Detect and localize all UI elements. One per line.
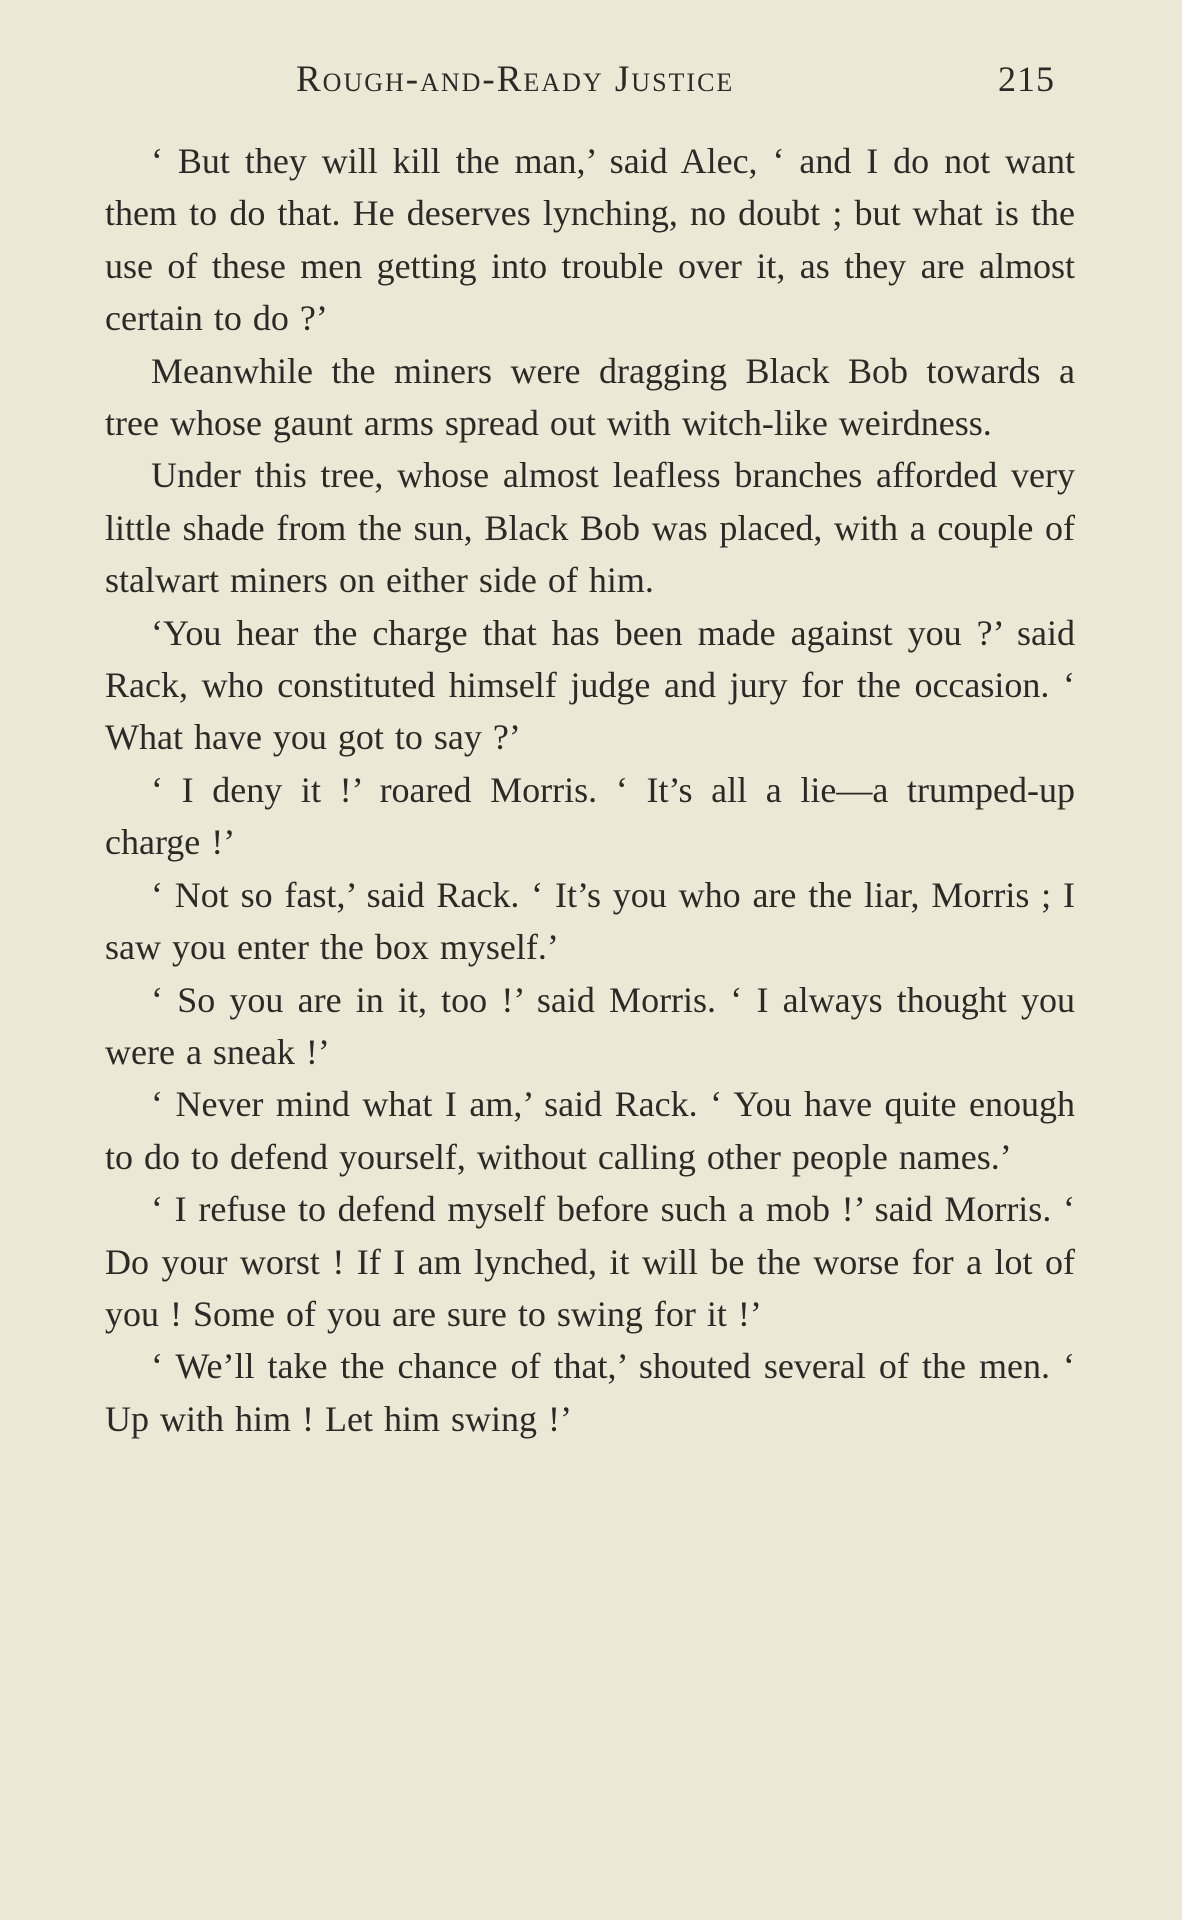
- paragraph: ‘You hear the charge that has been made against you ?’ said Rack, who constituted himself judge and jury for the occasion. ‘ What have you got to say ?’: [105, 612, 1075, 758]
- paragraph: ‘ So you are in it, too !’ said Morris. ‘ I always thought you were a sneak !’: [105, 979, 1075, 1072]
- page-header: [0, 52, 1182, 108]
- paragraph: ‘ Not so fast,’ said Rack. ‘ It’s you who are the liar, Morris ; I saw you enter the box myself.’: [105, 874, 1075, 968]
- running-title: Rough-and-Ready Justice: [296, 59, 735, 100]
- body-text: [105, 135, 1075, 1445]
- paragraph: Meanwhile the miners were dragging Black Bob towards a tree whose gaunt arms spread out with witch-like weirdness.: [105, 350, 1075, 444]
- page-number: 215: [998, 59, 1055, 99]
- paragraph: ‘ But they will kill the man,’ said Alec, ‘ and I do not want them to do that. He deserves lynching, no doubt ; but what is the use of these men getting into trouble over it, as they are almost certain to do ?’: [105, 141, 1075, 339]
- paragraph: Under this tree, whose almost leafless branches afforded very little shade from the sun, Black Bob was placed, with a couple of stalwart miners on either side of him.: [105, 455, 1075, 601]
- paragraph: ‘ Never mind what I am,’ said Rack. ‘ You have quite enough to do to defend yourself, without calling other people names.’: [105, 1084, 1075, 1177]
- paragraph: ‘ I refuse to defend myself before such a mob !’ said Morris. ‘ Do your worst ! If I am lynched, it will be the worse for a lot of you ! Some of you are sure to swing for it !’: [105, 1189, 1075, 1334]
- paragraph: ‘ I deny it !’ roared Morris. ‘ It’s all a lie—a trumped-up charge !’: [105, 769, 1075, 863]
- paragraph: ‘ We’ll take the chance of that,’ shouted several of the men. ‘ Up with him ! Let him swing !’: [105, 1346, 1075, 1439]
